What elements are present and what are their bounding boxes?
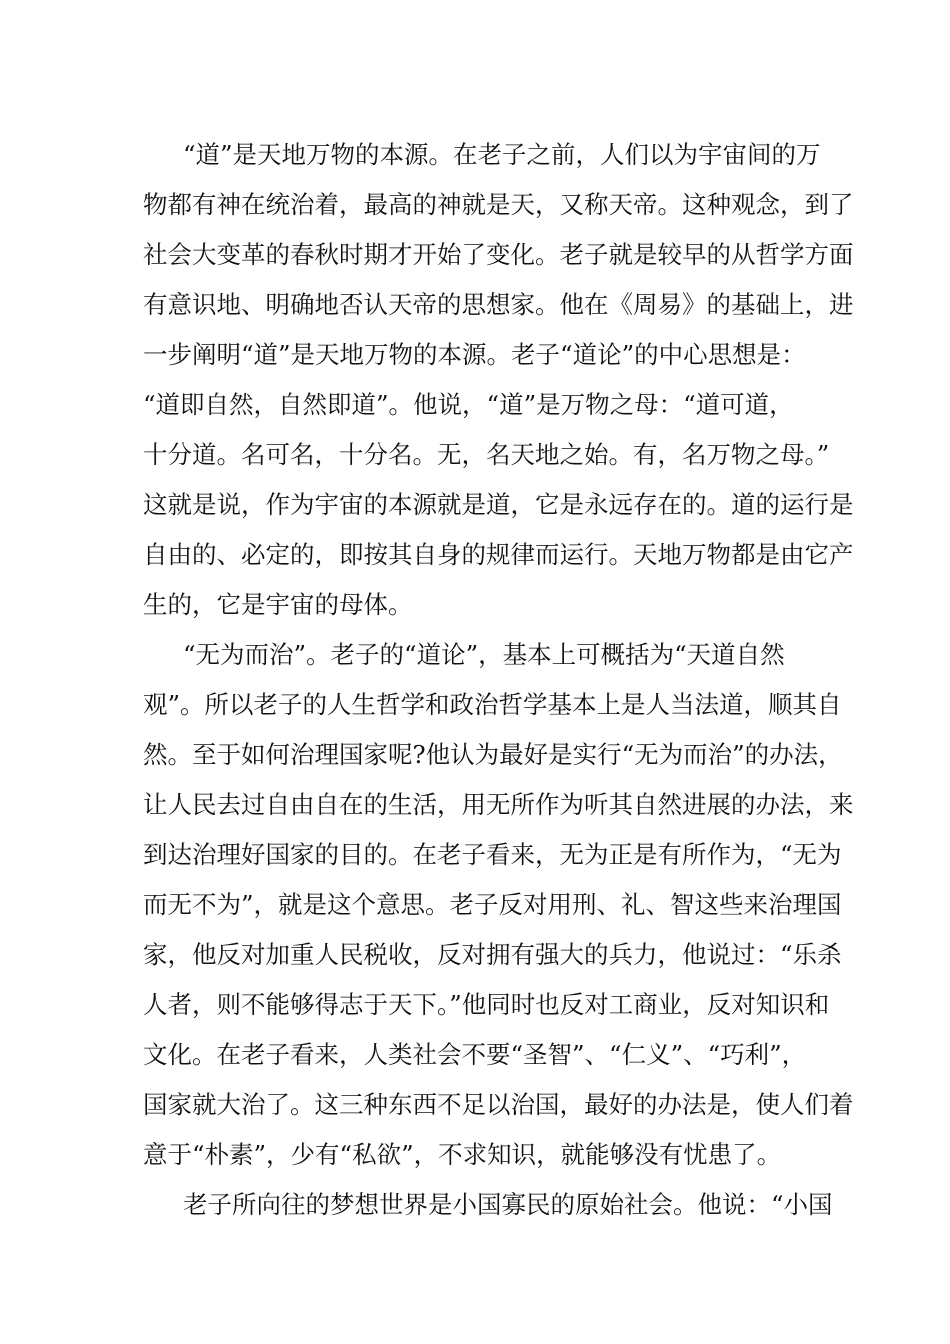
paragraph-2-line-9: 文化。在老子看来，人类社会不要“圣智”、“仁义”、“巧利”， <box>143 1040 807 1069</box>
paragraph-2-line-10: 国家就大治了。这三种东西不足以治国，最好的办法是，使人们着 <box>143 1090 854 1119</box>
paragraph-1-line-4: 有意识地、明确地否认天帝的思想家。他在《周易》的基础上，进 <box>143 290 854 319</box>
paragraph-2-line-7: 家，他反对加重人民税收，反对拥有强大的兵力，他说过：“乐杀 <box>143 940 842 969</box>
paragraph-2-line-6: 而无不为”，就是这个意思。老子反对用刑、礼、智这些来治理国 <box>143 890 842 919</box>
paragraph-1-line-5: 一步阐明“道”是天地万物的本源。老子“道论”的中心思想是： <box>143 340 806 369</box>
paragraph-1-line-7: 十分道。名可名，十分名。无，名天地之始。有，名万物之母。” <box>143 440 830 469</box>
paragraph-1-line-8: 这就是说，作为宇宙的本源就是道，它是永远存在的。道的运行是 <box>143 490 854 519</box>
paragraph-2-line-8: 人者，则不能够得志于天下。”他同时也反对工商业，反对知识和 <box>143 990 830 1019</box>
paragraph-2-line-5: 到达治理好国家的目的。在老子看来，无为正是有所作为，“无为 <box>143 840 842 869</box>
paragraph-1-line-6: “道即自然，自然即道”。他说，“道”是万物之母：“道可道， <box>143 390 794 419</box>
paragraph-1-line-3: 社会大变革的春秋时期才开始了变化。老子就是较早的从哲学方面 <box>143 240 854 269</box>
document-body <box>143 130 854 1230</box>
paragraph-1-line-2: 物都有神在统治着，最高的神就是天，又称天帝。这种观念，到了 <box>143 190 854 219</box>
paragraph-2-line-3: 然。至于如何治理国家呢?他认为最好是实行“无为而治”的办法， <box>143 740 843 769</box>
paragraph-3-line-1: 老子所向往的梦想世界是小国寡民的原始社会。他说：“小国 <box>183 1190 833 1219</box>
paragraph-2-line-2: 观”。所以老子的人生哲学和政治哲学基本上是人当法道，顺其自 <box>143 690 842 719</box>
paragraph-2-line-1: “无为而治”。老子的“道论”，基本上可概括为“天道自然 <box>183 640 785 669</box>
paragraph-1-line-10: 生的，它是宇宙的母体。 <box>143 590 413 619</box>
paragraph-2-line-11: 意于“朴素”，少有“私欲”，不求知识，就能够没有忧患了。 <box>143 1140 782 1169</box>
paragraph-1-line-9: 自由的、必定的，即按其自身的规律而运行。天地万物都是由它产 <box>143 540 854 569</box>
paragraph-1-line-1: “道”是天地万物的本源。在老子之前，人们以为宇宙间的万 <box>183 140 821 169</box>
paragraph-2-line-4: 让人民去过自由自在的生活，用无所作为听其自然进展的办法，来 <box>143 790 854 819</box>
